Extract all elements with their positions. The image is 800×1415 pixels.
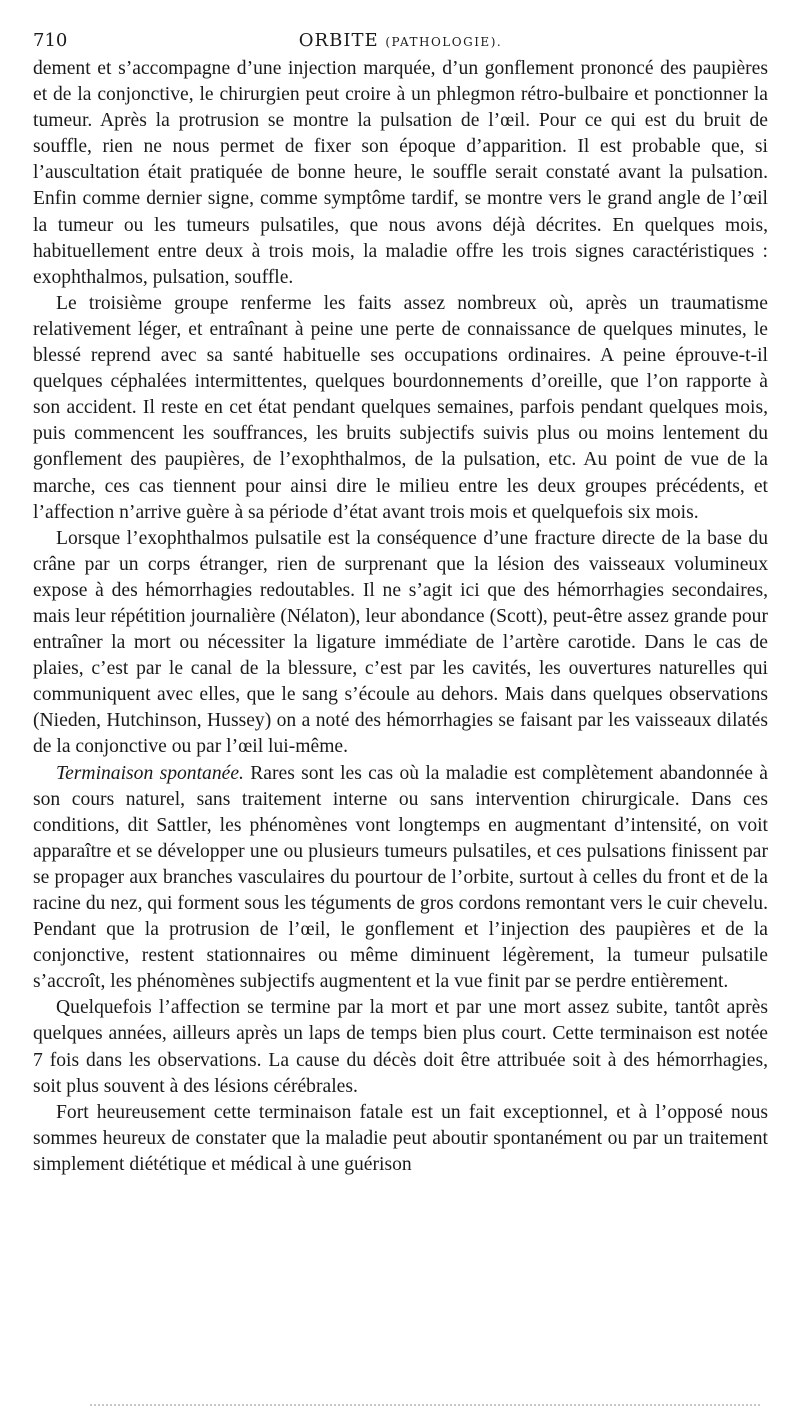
paragraph-terminaison-spontanee [33, 761, 768, 996]
running-title-main: ORBITE [298, 30, 379, 51]
running-title-subtitle: (PATHOLOGIE). [385, 35, 503, 49]
running-title [33, 30, 768, 51]
footer-divider [90, 1404, 760, 1408]
paragraph-guerison: Fort heureusement cette terminaison fatale est un fait exceptionnel, et à l’opposé nous sommes heureux de constater que la maladie peut aboutir spontanément ou par un traitement simplement diététique et médical à une guérison [33, 1101, 768, 1175]
document-page [33, 22, 768, 1178]
page-number: 710 [33, 30, 68, 51]
paragraph-continuation: dement et s’accompagne d’une injection marquée, d’un gonflement prononcé des paupières et de la conjonctive, le chirurgien peut croire à un phlegmon rétro-bulbaire et ponctionner la tumeur. Après la protrusion se montre la pulsation de l’œil. Pour ce qui est du bruit de souffle, rien ne nous permet de fixer son époque d’apparition. Il est probable que, si l’auscultation était pratiquée de bonne heure, le souffle serait constaté avant la pulsation. Enfin comme dernier signe, comme symptôme tardif, se montre vers le grand angle de l’œil la tumeur ou les tumeurs pulsatiles, que nous avons déjà décrites. En quelques mois, habituellement entre deux à trois mois, la maladie offre les trois signes caractéristiques : exophthalmos, pulsation, souffle. [33, 58, 768, 288]
section-lead-italic: Terminaison spontanée. [56, 762, 244, 784]
body-text [33, 56, 768, 1178]
paragraph-hemorrhagies: Lorsque l’exophthalmos pulsatile est la conséquence d’une fracture directe de la base du crâne par un corps étranger, rien de surprenant que la lésion des vaisseaux volumineux expose à des hémorrhagies redoutables. Il ne s’agit ici que des hémorrhagies secondaires, mais leur répétition journalière (Nélaton), leur abondance (Scott), peut-être assez grande pour entraîner la mort ou nécessiter la ligature immédiate de l’artère carotide. Dans le cas de plaies, c’est par le canal de la blessure, c’est par les cavités, les ouvertures naturelles qui communiquent avec elles, que le sang s’écoule au dehors. Mais dans quelques observations (Nieden, Hutchinson, Hussey) on a noté des hémorrhagies se faisant par les vaisseaux dilatés de la conjonctive ou par l’œil lui-même. [33, 527, 768, 758]
page-header [33, 22, 768, 56]
paragraph-troisieme-groupe: Le troisième groupe renferme les faits assez nombreux où, après un traumatisme relativement léger, et entraînant à peine une perte de connaissance de quelques minutes, le blessé reprend avec sa santé habituelle ses occupations ordinaires. A peine éprouve-t-il quelques céphalées intermittentes, quelques bourdonnements d’oreille, que l’on rapporte à son accident. Il reste en cet état pendant quelques semaines, parfois pendant quelques mois, puis commencent les souffrances, les bruits subjectifs suivis plus ou moins lentement du gonflement des paupières, de l’exophthalmos, de la pulsation, etc. Au point de vue de la marche, ces cas tiennent pour ainsi dire le milieu entre les deux groupes précédents, et l’affection n’arrive guère à sa période d’état avant trois mois et quelquefois six mois. [33, 292, 768, 523]
paragraph-mort: Quelquefois l’affection se termine par la mort et par une mort assez subite, tantôt après quelques années, ailleurs après un laps de temps bien plus court. Cette terminaison est notée 7 fois dans les observations. La cause du décès doit être attribuée soit à des hémorrhagies, soit plus souvent à des lésions cérébrales. [33, 997, 768, 1097]
paragraph-text: Rares sont les cas où la maladie est complètement abandonnée à son cours naturel, sans traitement interne ou sans intervention chirurgicale. Dans ces conditions, dit Sattler, les phénomènes vont longtemps en augmentant d’intensité, on voit apparaître et se développer une ou plusieurs tumeurs pulsatiles, et ces pulsations finissent par se propager aux branches vasculaires du pourtour de l’orbite, surtout à celles du front et de la racine du nez, qui forment sous les téguments de gros cordons remontant vers le cuir chevelu. Pendant que la protrusion de l’œil, le gonflement et l’injection des paupières et de la conjonctive, restent stationnaires ou même diminuent légèrement, la tumeur pulsatile s’accroît, les phénomènes subjectifs augmentent et la vue finit par se perdre entièrement. [33, 762, 769, 993]
